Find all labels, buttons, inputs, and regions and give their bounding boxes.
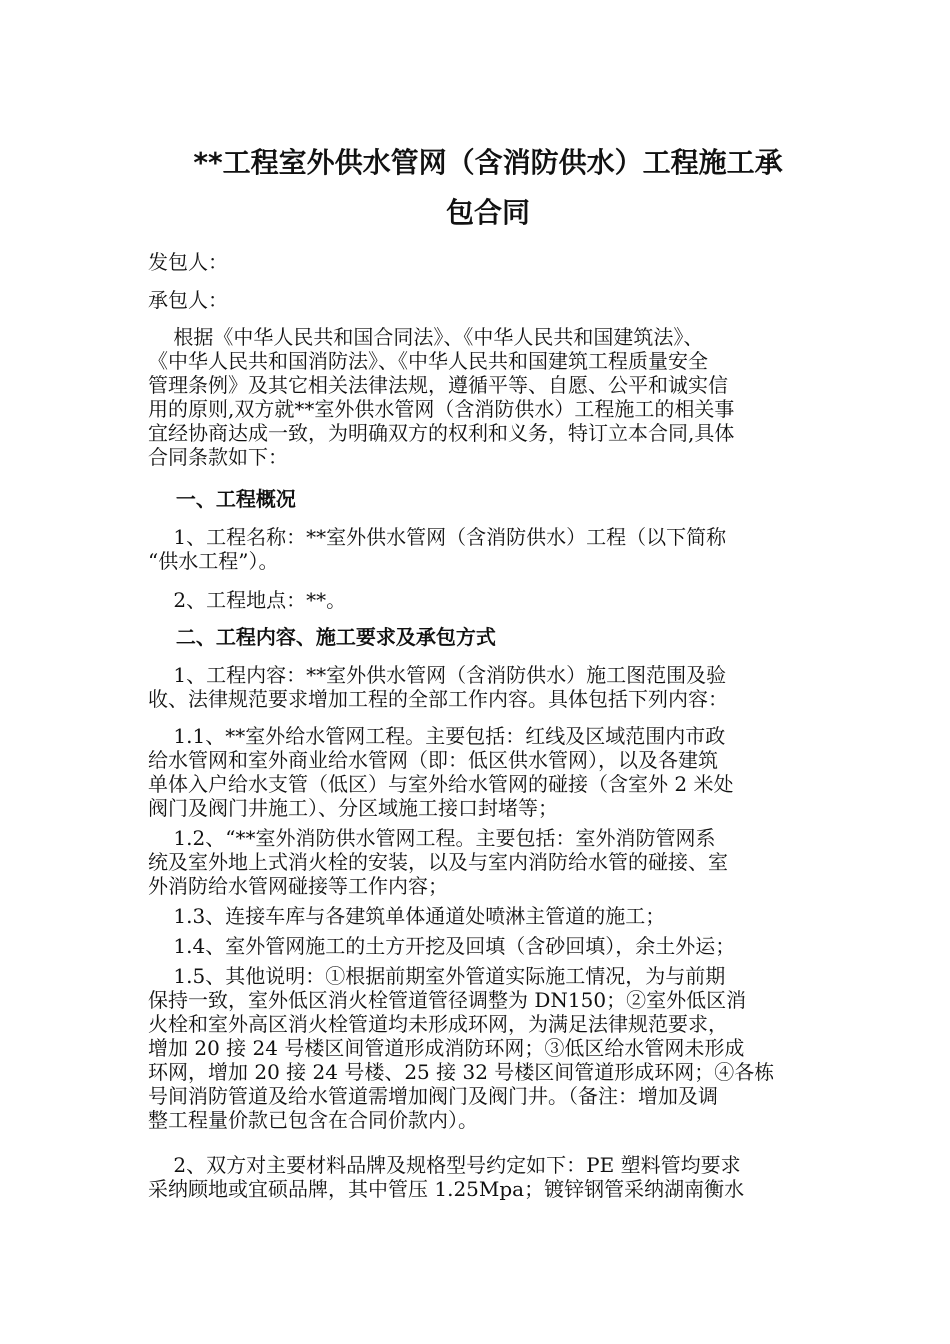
- clause-line: 采纳顾地或宜硕品牌，其中管压 1.25Mpa；镀锌钢管采纳湖南衡水: [148, 1177, 745, 1201]
- preamble-line: 宜经协商达成一致，为明确双方的权利和义务，特订立本合同,具体: [148, 421, 735, 445]
- clause-line: 2、双方对主要材料品牌及规格型号约定如下：PE 塑料管均要求: [148, 1153, 741, 1177]
- section-1-heading: 一、工程概况: [148, 487, 296, 511]
- party-a-label: 发包人：: [148, 250, 228, 274]
- clause-line: 2、工程地点：**。: [148, 588, 347, 612]
- clause-line: 1.2、“**室外消防供水管网工程。主要包括：室外消防管网系: [148, 826, 716, 850]
- clause-line: 1、工程内容：**室外供水管网（含消防供水）施工图范围及验: [148, 663, 727, 687]
- clause-line: 阀门及阀门井施工）、分区域施工接口封堵等；: [148, 796, 558, 820]
- document-title-line-1: **工程室外供水管网（含消防供水）工程施工承: [193, 146, 783, 179]
- preamble-line: 《中华人民共和国消防法》、《中华人民共和国建筑工程质量安全: [148, 349, 708, 373]
- section-2-heading: 二、工程内容、施工要求及承包方式: [148, 625, 496, 649]
- clause-line: “供水工程”）。: [148, 549, 279, 573]
- clause-line: 1.1、**室外给水管网工程。主要包括：红线及区域范围内市政: [148, 724, 726, 748]
- preamble-line: 合同条款如下：: [148, 445, 288, 469]
- clause-line: 1.4、室外管网施工的土方开挖及回填（含砂回填），余土外运；: [148, 934, 736, 958]
- clause-line: 火栓和室外高区消火栓管道均未形成环网，为满足法律规范要求，: [148, 1012, 728, 1036]
- clause-line: 1.5、其他说明：①根据前期室外管道实际施工情况，为与前期: [148, 964, 726, 988]
- clause-line: 1、工程名称：**室外供水管网（含消防供水）工程（以下简称: [148, 525, 727, 549]
- clause-line: 给水管网和室外商业给水管网（即：低区供水管网），以及各建筑: [148, 748, 718, 772]
- clause-line: 单体入户给水支管（低区）与室外给水管网的碰接（含室外 2 米处: [148, 772, 734, 796]
- clause-line: 统及室外地上式消火栓的安装，以及与室内消防给水管的碰接、室: [148, 850, 728, 874]
- preamble-line: 管理条例》及其它相关法律法规，遵循平等、自愿、公平和诚实信: [148, 373, 728, 397]
- clause-line: 保持一致，室外低区消火栓管道管径调整为 DN150；②室外低区消: [148, 988, 747, 1012]
- clause-line: 1.3、连接车库与各建筑单体通道处喷淋主管道的施工；: [148, 904, 666, 928]
- clause-line: 号间消防管道及给水管道需增加阀门及阀门井。（备注：增加及调: [148, 1084, 718, 1108]
- party-b-label: 承包人：: [148, 288, 228, 312]
- clause-line: 增加 20 接 24 号楼区间管道形成消防环网；③低区给水管网未形成: [148, 1036, 745, 1060]
- clause-line: 外消防给水管网碰接等工作内容；: [148, 874, 448, 898]
- clause-line: 环网，增加 20 接 24 号楼、25 接 32 号楼区间管道形成环网；④各栋: [148, 1060, 775, 1084]
- clause-line: 整工程量价款已包含在合同价款内）。: [148, 1108, 478, 1132]
- clause-line: 收、法律规范要求增加工程的全部工作内容。具体包括下列内容：: [148, 687, 728, 711]
- preamble-line: 用的原则,双方就**室外供水管网（含消防供水）工程施工的相关事: [148, 397, 735, 421]
- document-title-line-2: 包合同: [445, 196, 530, 229]
- preamble-line: 根据《中华人民共和国合同法》、《中华人民共和国建筑法》、: [148, 325, 704, 349]
